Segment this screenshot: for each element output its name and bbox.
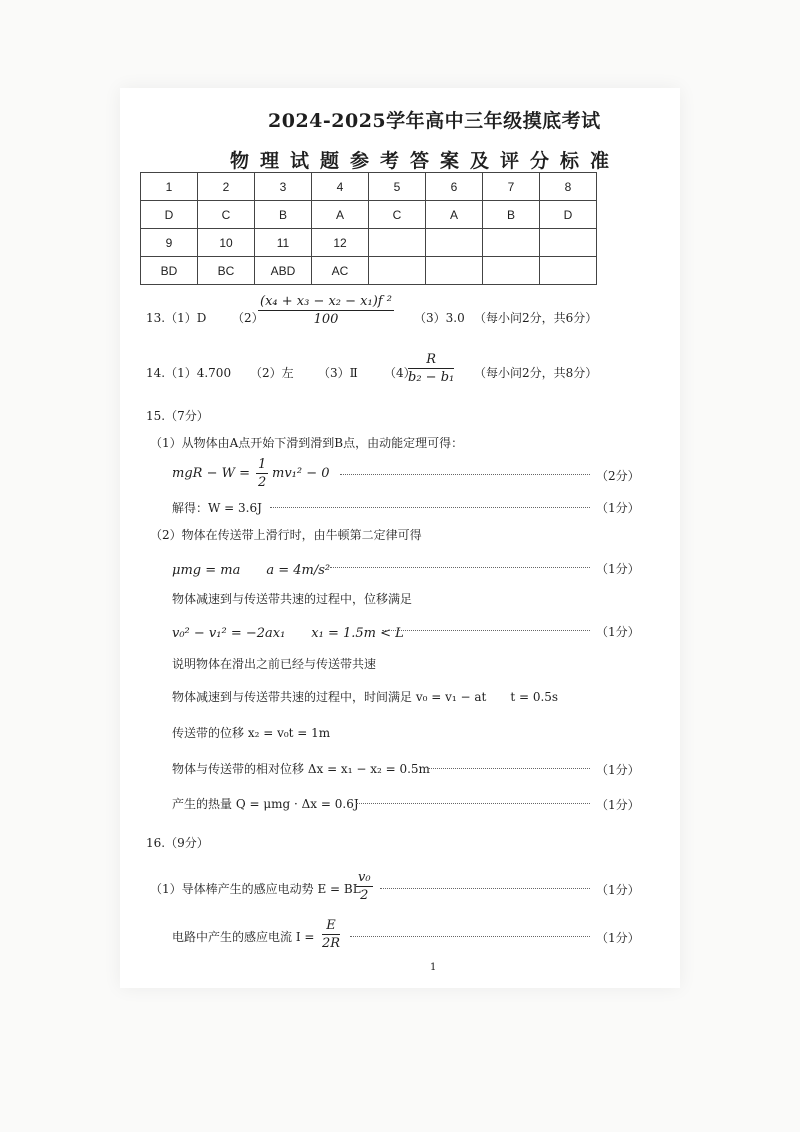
fraction-denominator: b₂ − b₁	[408, 370, 455, 385]
table-cell: 10	[198, 229, 255, 257]
table-row	[141, 201, 597, 229]
q13-part3: （3）3.0	[414, 311, 465, 325]
dotted-leader	[270, 507, 590, 508]
table-cell	[483, 229, 540, 257]
table-cell: 4	[312, 173, 369, 201]
q15-solve-score: （1分）	[596, 501, 640, 515]
q15-eq2: μmg = ma a = 4m/s²	[172, 563, 331, 578]
dotted-leader	[340, 474, 590, 475]
table-cell: BC	[198, 257, 255, 285]
table-cell	[540, 257, 597, 285]
q15-text6: 产生的热量 Q = μmg · Δx = 0.6J	[172, 797, 359, 811]
q16-heading: 16.（9分）	[146, 836, 209, 850]
q15-eq1-fraction	[256, 457, 268, 490]
table-cell: AC	[312, 257, 369, 285]
table-cell: C	[198, 201, 255, 229]
table-cell: 2	[198, 173, 255, 201]
q16-line1-lead: （1）导体棒产生的感应电动势 E = BL	[150, 882, 361, 896]
dotted-leader	[428, 768, 590, 769]
dotted-leader	[350, 936, 590, 937]
table-cell: B	[255, 201, 312, 229]
dotted-leader	[380, 888, 590, 889]
q16-line2-lead: 电路中产生的感应电流 I =	[172, 930, 315, 944]
q15-text3: 物体减速到与传送带共速的过程中，时间满足 v₀ = v₁ − at t = 0.5s	[172, 690, 559, 704]
fraction-denominator: 100	[313, 312, 339, 327]
table-cell: A	[312, 201, 369, 229]
table-cell: C	[369, 201, 426, 229]
table-cell	[369, 257, 426, 285]
fraction-numerator: 1	[258, 457, 267, 472]
q15-eq2-score: （1分）	[596, 562, 640, 576]
q15-text4: 传送带的位移 x₂ = v₀t = 1m	[172, 726, 331, 740]
table-cell: ABD	[255, 257, 312, 285]
q15-solve: 解得：W = 3.6J	[172, 501, 262, 515]
table-cell	[540, 229, 597, 257]
fraction-denominator: 2R	[322, 936, 341, 951]
fraction-numerator: R	[408, 352, 454, 369]
fraction-denominator: 2	[360, 888, 369, 903]
table-cell	[483, 257, 540, 285]
q14-part4-fraction	[408, 352, 454, 385]
document-title: 2024-2025学年高中三年级摸底考试	[268, 110, 601, 132]
table-row	[141, 257, 597, 285]
table-cell: 6	[426, 173, 483, 201]
fraction-numerator: E	[322, 918, 340, 935]
dotted-leader	[382, 630, 590, 631]
q14-part4-label: （4）	[384, 366, 416, 380]
q13-score: （每小问2分，共6分）	[474, 311, 598, 325]
table-cell: 5	[369, 173, 426, 201]
table-cell: 1	[141, 173, 198, 201]
table-cell: 9	[141, 229, 198, 257]
q13-part1: 13.（1）D	[146, 311, 207, 325]
q15-text1: 物体减速到与传送带共速的过程中，位移满足	[172, 592, 413, 606]
document-subtitle: 物理试题参考答案及评分标准	[230, 150, 621, 172]
q16-line2-fraction	[322, 918, 340, 951]
fraction-numerator: v₀	[358, 870, 371, 885]
q16-line2-score: （1分）	[596, 931, 640, 945]
q15-text6-score: （1分）	[596, 798, 640, 812]
table-cell: D	[540, 201, 597, 229]
dotted-leader	[356, 803, 590, 804]
dotted-leader	[330, 567, 590, 568]
q15-eq3: v₀² − v₁² = −2ax₁ x₁ = 1.5m < L	[172, 626, 404, 641]
q15-text5: 物体与传送带的相对位移 Δx = x₁ − x₂ = 0.5m	[172, 762, 430, 776]
q15-eq1-lhs: mgR − W =	[172, 466, 250, 481]
table-cell: 12	[312, 229, 369, 257]
q14-part2: （2）左	[250, 366, 294, 380]
table-cell: A	[426, 201, 483, 229]
q15-intro2: （2）物体在传送带上滑行时，由牛顿第二定律可得	[150, 528, 422, 542]
q13-part2-label: （2）	[232, 311, 264, 325]
q16-line1-fraction	[356, 870, 373, 903]
q15-text5-score: （1分）	[596, 763, 640, 777]
q15-intro1: （1）从物体由A点开始下滑到滑到B点，由动能定理可得：	[150, 436, 464, 450]
table-cell: B	[483, 201, 540, 229]
q15-heading: 15.（7分）	[146, 409, 209, 423]
q13-part2-fraction	[258, 294, 394, 327]
page-number: 1	[430, 962, 437, 973]
table-cell: 11	[255, 229, 312, 257]
table-cell	[426, 257, 483, 285]
q15-eq3-score: （1分）	[596, 625, 640, 639]
fraction-denominator: 2	[258, 475, 267, 490]
answer-table	[140, 172, 597, 285]
table-row	[141, 173, 597, 201]
q15-eq1-rhs: mv₁² − 0	[272, 466, 330, 481]
q15-eq1-score: （2分）	[596, 469, 640, 483]
table-row	[141, 229, 597, 257]
table-cell: D	[141, 201, 198, 229]
q14-part3: （3）Ⅱ	[318, 366, 358, 380]
q16-line1-score: （1分）	[596, 883, 640, 897]
table-cell	[369, 229, 426, 257]
table-cell: 7	[483, 173, 540, 201]
table-cell: 8	[540, 173, 597, 201]
table-cell	[426, 229, 483, 257]
q15-text2: 说明物体在滑出之前已经与传送带共速	[172, 657, 377, 671]
table-cell: BD	[141, 257, 198, 285]
q14-score: （每小问2分，共8分）	[474, 366, 598, 380]
table-cell: 3	[255, 173, 312, 201]
fraction-numerator: (x₄ + x₃ − x₂ − x₁)f ²	[260, 294, 392, 309]
q14-part1: 14.（1）4.700	[146, 366, 232, 380]
